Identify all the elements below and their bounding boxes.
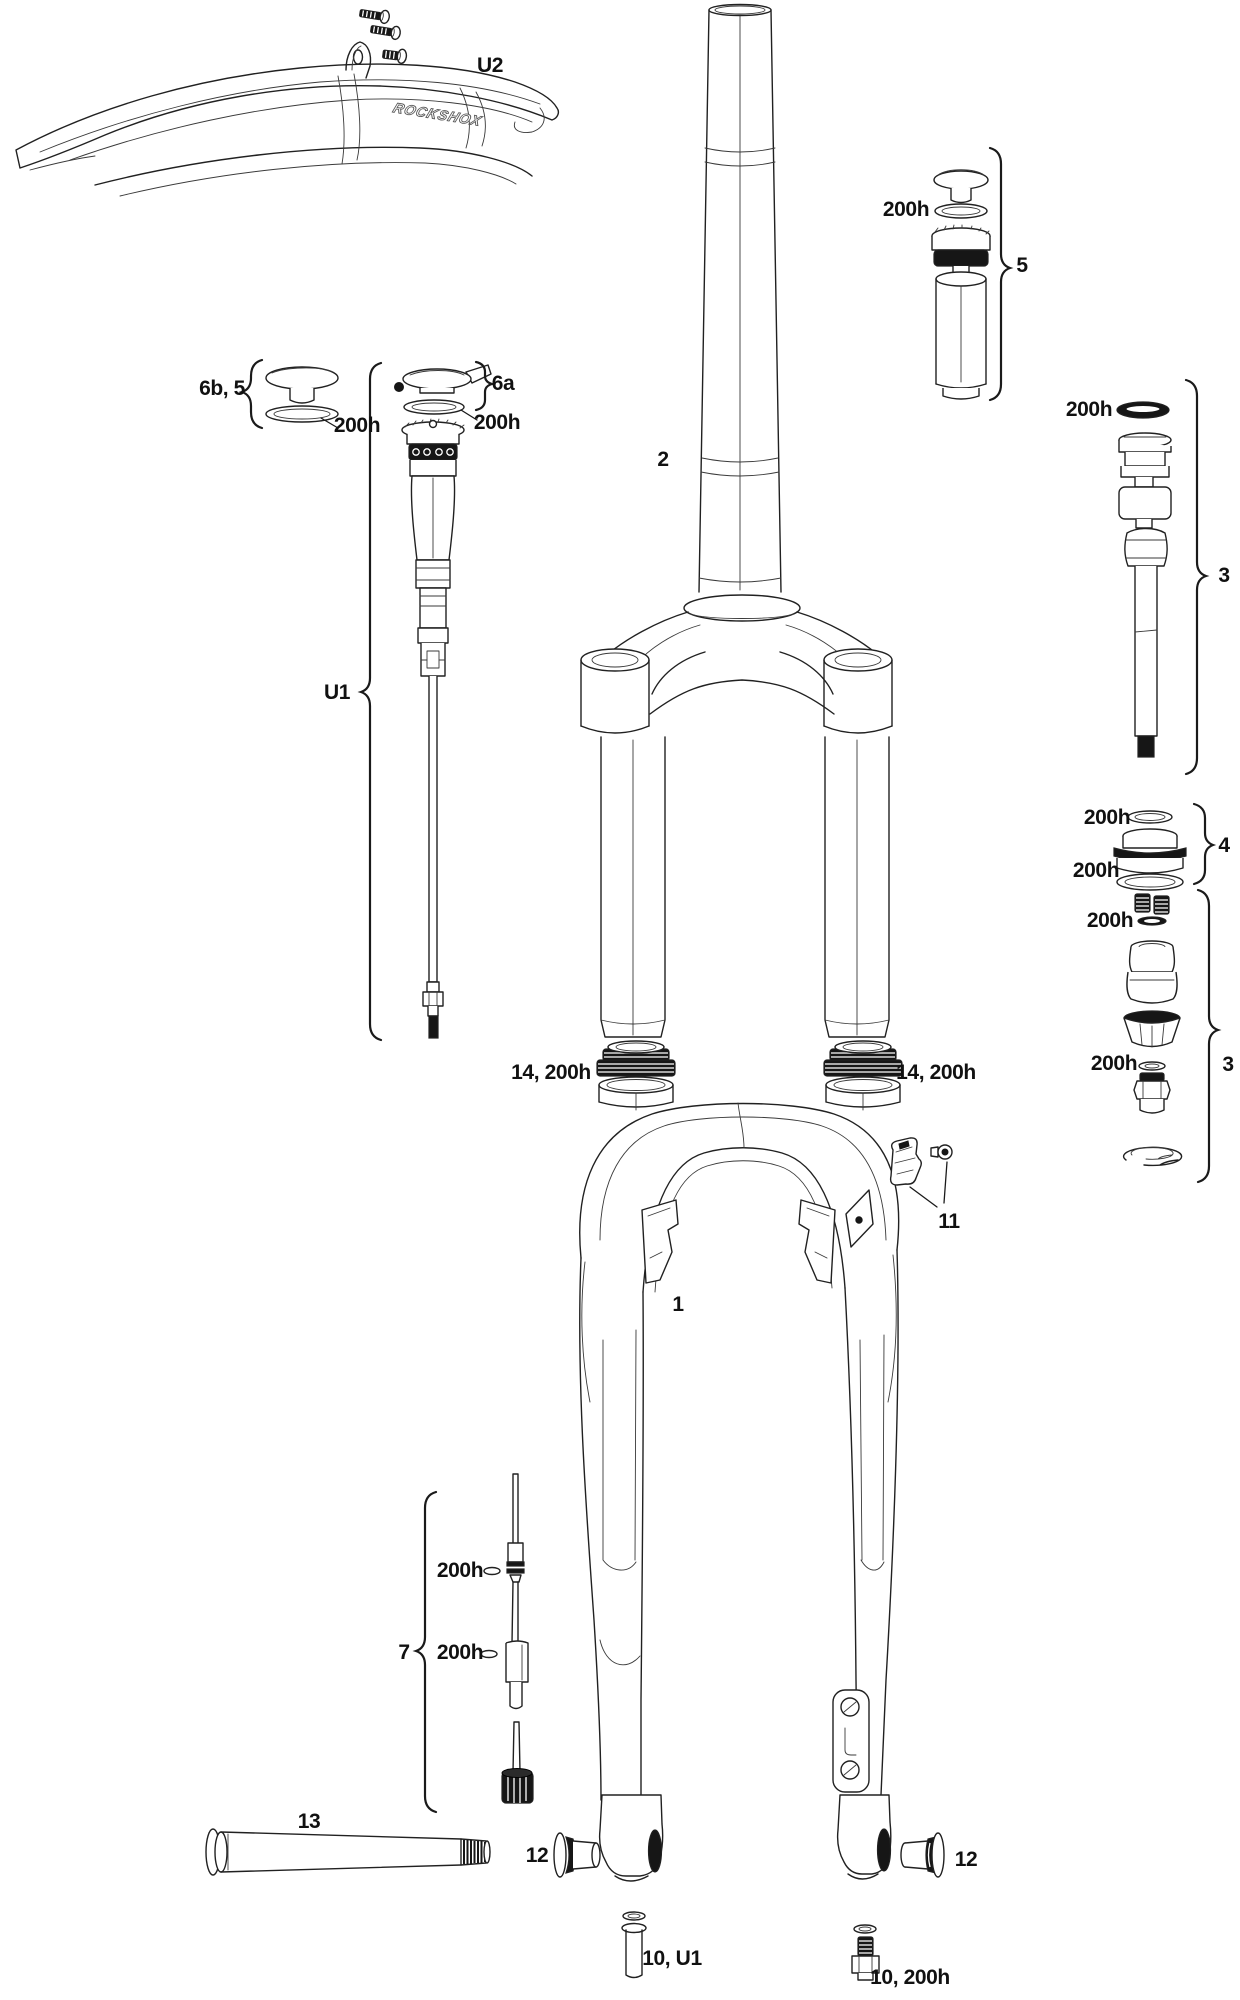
damper-cartridge-u1 [402,419,464,1038]
air-topcap-assembly [932,170,990,399]
label-11: 11 [938,1210,960,1233]
label-4: 4 [1218,834,1230,857]
top-cap-6b [266,367,338,422]
lever-cap-6a [395,365,492,414]
label-3-upper: 3 [1218,564,1230,587]
fender-mount-screws [359,7,407,64]
label-200h-reb-bot: 200h [436,1641,484,1664]
label-2: 2 [657,448,669,471]
label-200h-nut: 200h [1090,1052,1138,1075]
label-200h-glide: 200h [1086,909,1134,932]
label-200h-topcap: 200h [882,198,930,221]
damper-shaft-assembly [1117,402,1171,757]
label-200h-sealbot: 200h [1072,859,1120,882]
dust-seal-right [824,1041,902,1110]
label-14-200h-right: 14, 200h [896,1061,976,1084]
label-1: 1 [672,1293,684,1316]
cable-guide [891,1138,952,1207]
lower-leg-assembly [580,1103,899,1881]
label-200h-6a: 200h [473,411,521,434]
label-200h-reb-top: 200h [436,1559,484,1582]
label-12-left: 12 [525,1844,549,1867]
shaft-hardware [1124,894,1182,1165]
label-3-lower: 3 [1222,1053,1234,1076]
label-200h-piston: 200h [1065,398,1113,421]
dust-seal-left [597,1041,675,1110]
rebound-assembly [481,1474,533,1803]
label-12-right: 12 [954,1848,978,1871]
label-10-200h: 10, 200h [870,1966,950,1989]
axle-bolt-left [554,1833,600,1877]
label-200h-6b: 200h [333,414,381,437]
label-10-u1: 10, U1 [642,1947,702,1970]
maxle-axle [206,1829,490,1875]
label-6b-5: 6b, 5 [199,377,245,400]
label-u1: U1 [323,681,351,704]
axle-bolt-right [901,1833,944,1877]
label-6a: 6a [491,372,515,395]
label-14-200h-left: 14, 200h [511,1061,591,1084]
label-13: 13 [297,1810,321,1833]
part-labels [199,54,1234,1989]
crown-steerer-unit [581,5,892,1038]
rockshox-logo: ROCKSHOX [390,99,485,129]
label-5: 5 [1016,254,1028,277]
label-7: 7 [398,1641,410,1664]
label-200h-sealtop: 200h [1083,806,1131,829]
label-u2: U2 [476,54,504,77]
